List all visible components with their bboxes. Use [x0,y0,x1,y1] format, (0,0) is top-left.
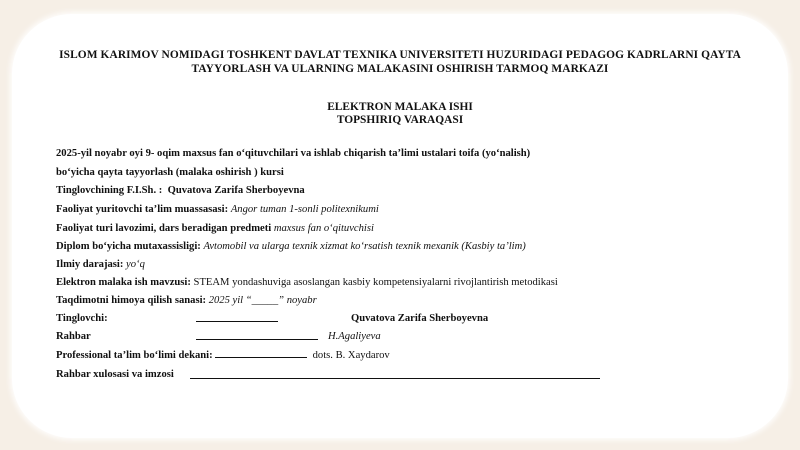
dean-label: Professional ta’lim bo‘limi dekani: [56,350,213,361]
dean-name: dots. B. Xaydarov [312,350,390,361]
intro-line-2: bo‘yicha qayta tayyorlash (malaka oshirish ) kursi [56,167,284,178]
conclusion-label: Rahbar xulosasi va imzosi [56,369,174,380]
trainee-signature-label: Tinglovchi: [56,313,108,324]
trainee-signature-name: Quvatova Zarifa Sherboyevna [351,313,489,324]
degree-value: yo‘q [126,259,145,270]
workplace-value: Angor tuman 1-sonli politexnikumi [230,204,379,215]
dean-signature-line [215,348,307,358]
title-line-1: ELEKTRON MALAKA ISHI [327,101,473,113]
degree-label: Ilmiy darajasi: [56,259,124,270]
trainee-label: Tinglovchining F.I.Sh. : [56,185,163,196]
position-label: Faoliyat turi lavozimi, dars beradigan predmeti [56,223,272,234]
diploma-row [56,240,526,253]
supervisor-signature-line [196,330,318,340]
supervisor-name: H.Agaliyeva [328,331,381,342]
topic-row [56,276,558,289]
defense-row [56,294,317,307]
workplace-row [56,203,379,216]
position-row [56,222,374,235]
diploma-label: Diplom bo‘yicha mutaxassisligi: [56,241,201,252]
defense-label: Taqdimotni himoya qilish sanasi: [56,295,207,306]
dean-row [56,348,390,362]
position-value: maxsus fan o‘qituvchisi [273,223,374,234]
topic-value: STEAM yondashuviga asoslangan kasbiy kompetensiyalarni rivojlantirish metodikasi [193,277,558,288]
trainee-value: Quvatova Zarifa Sherboyevna [167,185,305,196]
header-line-2: TAYYORLASH VA ULARNING MALAKASINI OSHIRISH TARMOQ MARKAZI [191,63,609,75]
trainee-row [56,184,305,197]
title-line-2: TOPSHIRIQ VARAQASI [336,114,464,126]
institution-header [50,48,750,76]
workplace-label: Faoliyat yuritovchi ta’lim muassasasi: [56,204,229,215]
trainee-signature-line [196,312,278,322]
degree-row [56,258,145,271]
topic-label: Elektron malaka ish mavzusi: [56,277,191,288]
document-title [50,101,750,127]
intro-line-1: 2025-yil noyabr oyi 9- oqim maxsus fan o‘qituvchilari va ishlab chiqarish ta’limi ustalari toifa (yo‘nalish) [56,148,531,159]
header-line-1: ISLOM KARIMOV NOMIDAGI TOSHKENT DAVLAT TEXNIKA UNIVERSITETI HUZURIDAGI PEDAGOG KADRLARNI QAYTA [59,49,741,61]
diploma-value: Avtomobil va ularga texnik xizmat ko‘rsatish texnik mexanik (Kasbiy ta’lim) [203,241,526,252]
conclusion-signature-line [190,369,600,379]
supervisor-label: Rahbar [56,331,91,342]
defense-value: 2025 yil “_____” noyabr [208,295,317,306]
